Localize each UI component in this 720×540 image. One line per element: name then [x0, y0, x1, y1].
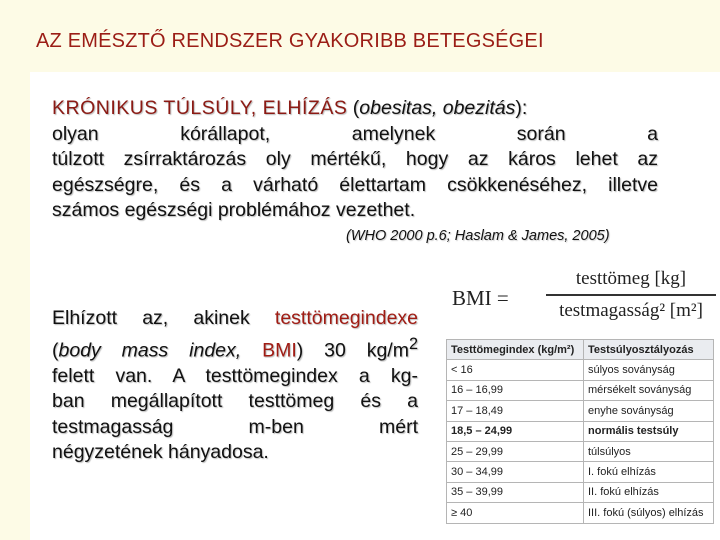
weight-class-cell: súlyos soványság [584, 360, 714, 380]
bmi-range-cell: < 16 [447, 360, 584, 380]
citation: (WHO 2000 p.6; Haslam & James, 2005) [346, 228, 610, 244]
weight-class-cell: III. fokú (súlyos) elhízás [584, 503, 714, 523]
bmi-line-6: négyzetének hányadosa. [52, 441, 269, 464]
bmi-text-1: Elhízott az, akinek [52, 307, 250, 329]
table-header-class: Testsúlyosztályozás [584, 340, 714, 360]
definition-line-4: számos egészségi problémához vezethet. [52, 199, 416, 222]
table-row [447, 401, 714, 421]
bmi-range-cell: 17 – 18,49 [447, 401, 584, 421]
table-row [447, 441, 714, 461]
term-bmi: BMI [262, 339, 297, 362]
weight-class-cell: túlsúlyos [584, 441, 714, 461]
bmi-line-5: testmagasság m-ben mért [52, 415, 418, 438]
formula-denominator: testmagasság² [m²] [559, 300, 703, 321]
bmi-classification-table [446, 339, 714, 524]
bmi-paragraph [52, 306, 418, 466]
definition-line-2: túlzott zsírraktározás oly mértékű, hogy az káros lehet az [52, 148, 658, 171]
term-testtomegindex: testtömegindexe [274, 307, 419, 329]
bmi-superscript: 2 [408, 334, 419, 353]
table-row [447, 421, 714, 441]
definition-heading-line: KRÓNIKUS TÚLSÚLY, ELHÍZÁS (obesitas, obezitás): [52, 97, 528, 119]
weight-class-cell: II. fokú elhízás [584, 482, 714, 502]
table-row [447, 482, 714, 502]
bmi-range-cell: 16 – 16,99 [447, 380, 584, 400]
weight-class-cell: normális testsúly [584, 421, 714, 441]
formula-numerator: testtömeg [kg] [575, 268, 687, 289]
table-row [447, 360, 714, 380]
bmi-range-cell: 35 – 39,99 [447, 482, 584, 502]
bmi-line-3: felett van. A testtömegindex a kg- [52, 364, 418, 387]
table-header-row [447, 340, 714, 360]
weight-class-cell: I. fokú elhízás [584, 462, 714, 482]
bmi-line-4: ban megállapított testtömeg és a [52, 390, 418, 413]
formula-lhs: BMI = [452, 286, 509, 310]
definition-line-3: egészségre, és a várható élettartam csökkenéséhez, illetve [52, 173, 658, 196]
definition-block [52, 96, 658, 224]
bmi-range-cell: 18,5 – 24,99 [447, 421, 584, 441]
table-row [447, 462, 714, 482]
bmi-line-2 [52, 332, 418, 364]
table-body [447, 360, 714, 523]
definition-line-1: olyan kórállapot, amelynek során a [52, 122, 658, 145]
weight-class-cell: mérsékelt soványság [584, 380, 714, 400]
bmi-range-cell: 30 – 34,99 [447, 462, 584, 482]
weight-class-cell: enyhe soványság [584, 401, 714, 421]
bmi-threshold: ) 30 kg/m [296, 339, 409, 362]
slide-title: AZ EMÉSZTŐ RENDSZER GYAKORIBB BETEGSÉGEI [36, 30, 544, 52]
fraction-bar [546, 294, 716, 296]
bmi-formula [440, 256, 720, 336]
left-margin-band [0, 72, 30, 540]
table-row [447, 380, 714, 400]
definition-heading-latin: obesitas, obezitás [359, 97, 516, 119]
term-body-mass-index: body mass index, [58, 339, 242, 362]
definition-heading: KRÓNIKUS TÚLSÚLY, ELHÍZÁS [52, 97, 348, 119]
table-row [447, 503, 714, 523]
bmi-range-cell: ≥ 40 [447, 503, 584, 523]
bmi-paren: ( [52, 339, 59, 362]
bmi-line-1 [52, 306, 418, 332]
bmi-range-cell: 25 – 29,99 [447, 441, 584, 461]
table-header-bmi: Testtömegindex (kg/m²) [447, 340, 584, 360]
